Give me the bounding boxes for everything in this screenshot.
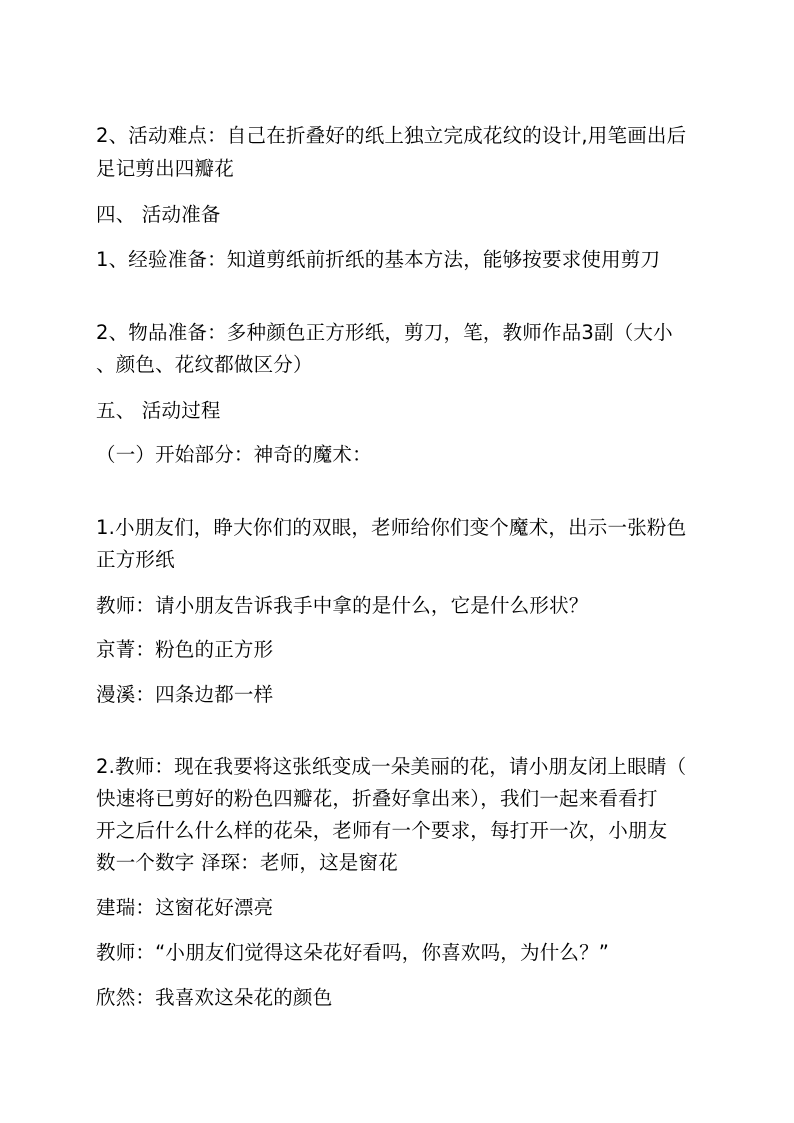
dialogue-line-jianrui: 建瑞：这窗花好漂亮 [96, 896, 274, 919]
text-line-step2-cont-1: 快速将已剪好的粉色四瓣花，折叠好拿出来），我们一起来看看打 [96, 787, 658, 810]
text-line-step2-cont-3: 数一个数字 泽琛：老师，这是窗花 [96, 851, 398, 874]
subsection-heading-start: （一）开始部分：神奇的魔术： [96, 443, 372, 466]
text-line-step1: 1.小朋友们，睁大你们的双眼，老师给你们变个魔术，出示一张粉色 [96, 516, 687, 539]
text-line-experience-prep: 1、经验准备：知道剪纸前折纸的基本方法，能够按要求使用剪刀 [96, 248, 661, 271]
text-line-step2-cont-2: 开之后什么什么样的花朵，老师有一个要求，每打开一次，小朋友 [96, 819, 668, 842]
text-line-step2: 2.教师：现在我要将这张纸变成一朵美丽的花，请小朋友闭上眼睛（ [96, 755, 687, 778]
dialogue-line-teacher-1: 教师：请小朋友告诉我手中拿的是什么，它是什么形状？ [96, 594, 589, 617]
dialogue-line-jingjing: 京菁：粉色的正方形 [96, 638, 274, 661]
text-line-materials-prep-cont: 、颜色、花纹都做区分） [96, 353, 313, 376]
section-heading-process: 五、 活动过程 [96, 399, 221, 422]
dialogue-line-teacher-2: 教师：“小朋友们觉得这朵花好看吗，你喜欢吗，为什么？” [96, 941, 610, 964]
text-line-materials-prep: 2、物品准备：多种颜色正方形纸，剪刀，笔，教师作品3副（大小 [96, 321, 673, 344]
text-line-difficulty-cont: 足记剪出四瓣花 [96, 157, 234, 180]
text-line-difficulty: 2、活动难点：自己在折叠好的纸上独立完成花纹的设计,用笔画出后 [96, 124, 687, 147]
section-heading-preparation: 四、 活动准备 [96, 203, 221, 226]
dialogue-line-manxi: 漫溪：四条边都一样 [96, 683, 274, 706]
text-line-step1-cont: 正方形纸 [96, 548, 175, 571]
dialogue-line-xinran: 欣然：我喜欢这朵花的颜色 [96, 986, 333, 1009]
